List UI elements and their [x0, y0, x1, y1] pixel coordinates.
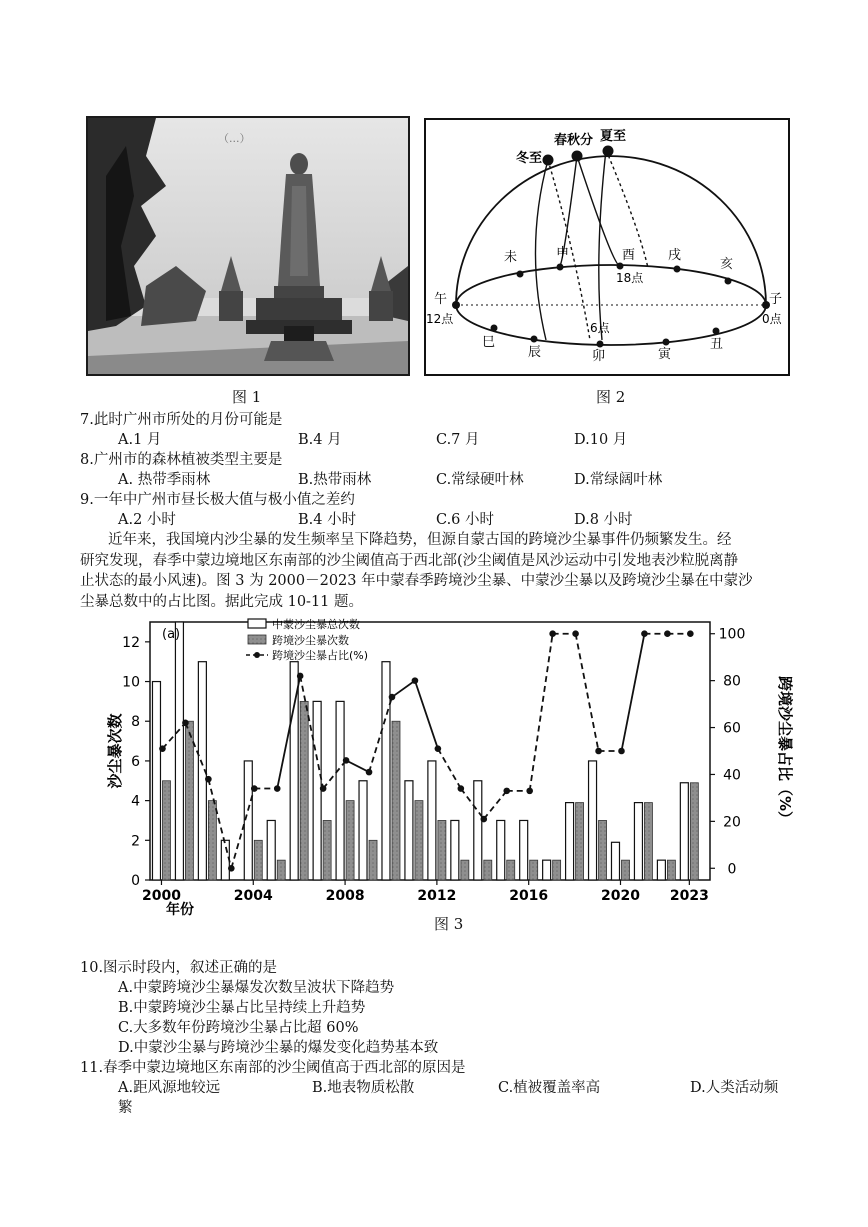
- x-axis-title: 年份: [166, 902, 194, 918]
- bar-cross: [415, 801, 423, 880]
- passage-line-4: 尘暴总数中的占比图。据此完成 10-11 题。: [80, 593, 364, 610]
- ratio-point: [274, 785, 281, 792]
- bar-cross: [507, 860, 515, 880]
- panel-label: (a): [162, 627, 181, 642]
- q11-option-c: C.植被覆盖率高: [498, 1080, 601, 1096]
- label-zi: 子: [769, 292, 783, 307]
- figure-2-caption: 图 2: [596, 388, 626, 406]
- ratio-point: [458, 785, 465, 792]
- q9-option-a: A.2 小时: [118, 512, 176, 528]
- label-6: 6点: [590, 321, 610, 335]
- ratio-point: [503, 788, 510, 795]
- ratio-point: [480, 816, 487, 823]
- passage-line-3: 止状态的最小风速)。图 3 为 2000－2023 年中蒙春季跨境沙尘暴、中蒙沙尘暴以及跨境沙尘暴在中蒙沙: [80, 573, 753, 589]
- summer-solstice-sun: [603, 146, 614, 157]
- q10-stem: 10.图示时段内，叙述正确的是: [80, 960, 278, 976]
- label-xu: 戌: [668, 248, 682, 263]
- y-right-tick-label: 60: [723, 720, 741, 737]
- label-yin: 寅: [658, 347, 672, 362]
- x-tick-label: 2004: [233, 888, 273, 904]
- ratio-line-segment: [530, 634, 553, 791]
- ratio-line-segment: [484, 791, 507, 819]
- ratio-line-segment: [438, 749, 461, 789]
- q7-option-a: A.1 月: [118, 432, 162, 448]
- legend-swatch-cross: [248, 635, 266, 644]
- ratio-point: [228, 865, 235, 872]
- label-wei: 未: [504, 250, 518, 265]
- ratio-point: [366, 769, 373, 776]
- y-right-tick-label: 40: [723, 767, 741, 784]
- bar-total: [336, 701, 344, 880]
- bar-total: [267, 820, 275, 880]
- legend-label-total: 中蒙沙尘暴总次数: [272, 618, 360, 631]
- y-tick-label: 4: [131, 793, 140, 810]
- q11-option-a: A.距风源地较远: [118, 1080, 221, 1096]
- q8-option-a: A. 热带季雨林: [118, 472, 211, 488]
- y-tick-label: 2: [131, 833, 140, 850]
- q8-stem: 8.广州市的森林植被类型主要是: [80, 452, 283, 468]
- y-right-tick-label: 100: [718, 626, 746, 643]
- bar-total: [451, 820, 459, 880]
- ratio-point: [412, 677, 419, 684]
- ratio-point: [572, 630, 579, 637]
- equinox-sun: [572, 151, 583, 162]
- ratio-point: [687, 630, 694, 637]
- ratio-point: [595, 748, 602, 755]
- y-tick-label: 6: [131, 753, 140, 770]
- ratio-point: [205, 776, 212, 783]
- bar-total: [543, 860, 551, 880]
- bar-total: [611, 842, 619, 880]
- label-shen: 申: [556, 246, 570, 261]
- q11-option-d-wrap: 繁: [118, 1100, 133, 1116]
- bar-cross: [392, 721, 400, 880]
- ratio-line-segment: [392, 681, 415, 697]
- ratio-point: [664, 630, 671, 637]
- bar-cross: [644, 803, 652, 880]
- y-tick-label: 0: [131, 873, 140, 889]
- bar-cross: [667, 860, 675, 880]
- q9-option-c: C.6 小时: [436, 512, 495, 528]
- legend-swatch-total: [248, 619, 266, 628]
- bar-cross: [323, 820, 331, 880]
- figure-2-diagram: [424, 118, 790, 376]
- q7-stem: 7.此时广州市所处的月份可能是: [80, 412, 283, 428]
- ratio-point: [159, 745, 166, 752]
- ratio-line-segment: [415, 681, 438, 749]
- q10-option-b: B.中蒙跨境沙尘暴占比呈持续上升趋势: [118, 1000, 366, 1016]
- x-tick-label: 2016: [509, 888, 549, 904]
- bar-cross: [621, 860, 629, 880]
- bar-cross: [461, 860, 469, 880]
- ratio-point: [182, 720, 189, 727]
- passage-line-1: 近年来，我国境内沙尘暴的发生频率呈下降趋势，但源自蒙古国的跨境沙尘暴事件仍频繁发生。经: [108, 532, 732, 548]
- ratio-line-segment: [576, 634, 599, 751]
- bar-cross: [277, 860, 285, 880]
- bar-total: [428, 761, 436, 880]
- bar-cross: [185, 721, 193, 880]
- label-winter-solstice: 冬至: [516, 151, 543, 166]
- x-tick-label: 2012: [417, 888, 457, 904]
- q11-option-d: D.人类活动频: [690, 1080, 779, 1096]
- label-you: 酉: [622, 248, 636, 263]
- q8-option-b: B.热带雨林: [298, 472, 372, 488]
- ratio-point: [526, 788, 533, 795]
- bar-total: [474, 781, 482, 880]
- q8-option-d: D.常绿阔叶林: [574, 472, 663, 488]
- ratio-point: [251, 785, 258, 792]
- x-tick-label: 2023: [669, 888, 709, 904]
- label-chou: 丑: [710, 337, 724, 352]
- q9-stem: 9.一年中广州市昼长极大值与极小值之差约: [80, 492, 355, 508]
- bar-total: [313, 701, 321, 880]
- q7-option-d: D.10 月: [574, 432, 628, 448]
- bar-total: [359, 781, 367, 880]
- bar-total: [566, 803, 574, 880]
- label-equinox: 春秋分: [554, 133, 594, 148]
- ratio-point: [297, 673, 304, 680]
- figure-3-chart: [100, 614, 794, 918]
- ratio-point: [320, 785, 327, 792]
- bar-total: [680, 783, 688, 880]
- bar-cross: [576, 803, 584, 880]
- ratio-point: [435, 745, 442, 752]
- statue-photo-image: [86, 116, 410, 376]
- bar-cross: [254, 840, 262, 880]
- q10-option-c: C.大多数年份跨境沙尘暴占比超 60%: [118, 1020, 359, 1036]
- figure-1-caption: 图 1: [232, 388, 262, 406]
- bar-total: [382, 662, 390, 880]
- y-right-axis-title: 跨境沙尘暴占比（%）: [776, 675, 794, 827]
- y-tick-label: 8: [131, 714, 140, 731]
- passage-line-2: 研究发现，春季中蒙边境地区东南部的沙尘阈值高于西北部(沙尘阈值是风沙运动中引发地表沙粒脱离静: [80, 552, 739, 569]
- bar-total: [657, 860, 665, 880]
- y-right-tick-label: 0: [727, 861, 737, 878]
- bar-cross: [208, 801, 216, 880]
- bar-total: [520, 820, 528, 880]
- bar-cross: [553, 860, 561, 880]
- winter-solstice-sun: [543, 155, 554, 166]
- bar-cross: [438, 820, 446, 880]
- bar-cross: [530, 860, 538, 880]
- ratio-point: [641, 630, 648, 637]
- q8-option-c: C.常绿硬叶林: [436, 472, 524, 488]
- reading-passage: [80, 530, 792, 612]
- figure-1-photo: [86, 116, 410, 376]
- q10-option-d: D.中蒙沙尘暴与跨境沙尘暴的爆发变化趋势基本致: [118, 1040, 439, 1056]
- ratio-point: [618, 748, 625, 755]
- bar-total: [589, 761, 597, 880]
- bar-cross: [690, 783, 698, 880]
- x-tick-label: 2008: [325, 888, 365, 904]
- q11-stem: 11.春季中蒙边境地区东南部的沙尘阈值高于西北部的原因是: [80, 1060, 466, 1076]
- y-axis-title: 沙尘暴次数: [106, 713, 124, 789]
- ratio-point: [549, 630, 556, 637]
- x-tick-label: 2020: [601, 888, 640, 904]
- q7-option-b: B.4 月: [298, 432, 342, 448]
- bar-cross: [599, 820, 607, 880]
- ratio-line-segment: [621, 634, 644, 751]
- bar-total: [405, 781, 413, 880]
- x-tick-label: 2000: [141, 888, 181, 904]
- q10-option-a: A.中蒙跨境沙尘暴爆发次数呈波状下降趋势: [118, 980, 395, 996]
- y-right-tick-label: 80: [723, 673, 741, 690]
- q9-option-b: B.4 小时: [298, 512, 357, 528]
- legend-label-ratio: 跨境沙尘暴占比(%): [272, 649, 369, 662]
- photo-watermark-text: （...）: [218, 132, 251, 145]
- label-18: 18点: [616, 271, 644, 285]
- bar-cross: [346, 801, 354, 880]
- label-0: 0点: [762, 312, 782, 326]
- label-wu: 午: [434, 292, 448, 307]
- legend-label-cross: 跨境沙尘暴次数: [272, 634, 349, 647]
- label-hai: 亥: [720, 257, 734, 272]
- q7-option-c: C.7 月: [436, 432, 480, 448]
- q9-option-d: D.8 小时: [574, 512, 633, 528]
- bar-total: [175, 622, 183, 880]
- label-mao: 卯: [592, 349, 606, 364]
- bar-cross: [369, 840, 377, 880]
- legend-swatch-ratio-dot: [254, 652, 260, 658]
- figure-3-caption: 图 3: [434, 915, 464, 933]
- y-tick-label: 10: [122, 674, 140, 691]
- bar-cross: [300, 701, 308, 880]
- q11-option-b: B.地表物质松散: [312, 1080, 415, 1096]
- y-right-tick-label: 20: [723, 814, 741, 831]
- bar-total: [152, 682, 160, 880]
- ratio-point: [343, 757, 350, 764]
- bar-total: [244, 761, 252, 880]
- bar-total: [497, 820, 505, 880]
- label-si: 巳: [482, 335, 496, 350]
- label-12: 12点: [426, 312, 454, 326]
- bar-total: [221, 840, 229, 880]
- label-chen: 辰: [528, 345, 542, 360]
- bar-cross: [484, 860, 492, 880]
- ratio-line-segment: [346, 760, 369, 772]
- bar-total: [634, 803, 642, 880]
- y-tick-label: 12: [122, 634, 140, 651]
- ratio-point: [389, 694, 396, 701]
- bar-cross: [162, 781, 170, 880]
- label-summer-solstice: 夏至: [600, 129, 627, 144]
